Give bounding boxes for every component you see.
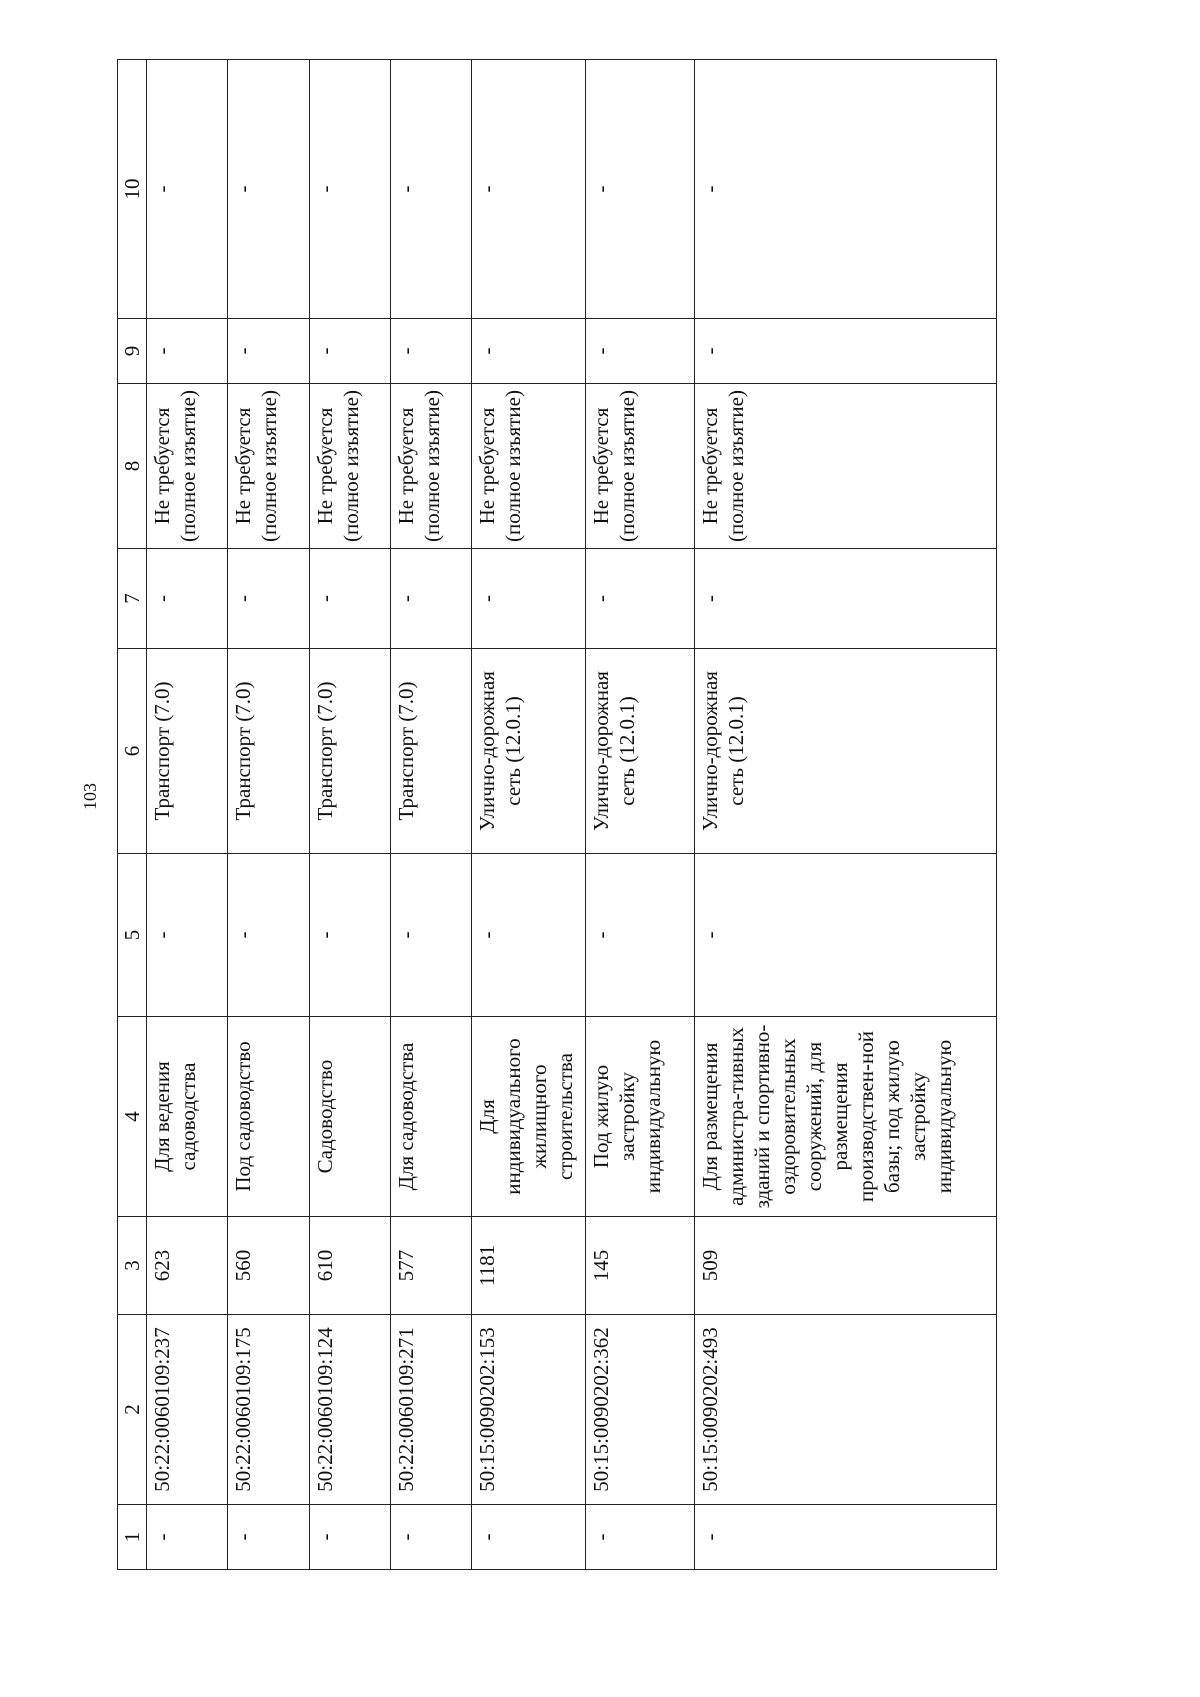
table-cell-col-6: Транспорт (7.0) xyxy=(228,649,309,854)
table-cell-col-8: Не требуется (полное изъятие) xyxy=(586,384,694,549)
table-cell-col-7: - xyxy=(147,549,228,649)
table-row xyxy=(391,60,472,1570)
table-cell-col-7: - xyxy=(694,549,997,649)
table-cell-col-6: Улично-дорожная сеть (12.0.1) xyxy=(472,649,586,854)
column-header-2: 2 xyxy=(118,1315,147,1505)
rotated-table-wrapper xyxy=(117,60,997,1570)
table-cell-col-2: 50:22:0060109:271 xyxy=(391,1315,472,1505)
table-cell-col-5: - xyxy=(472,854,586,1017)
table-cell-col-5: - xyxy=(586,854,694,1017)
table-cell-col-3: 145 xyxy=(586,1217,694,1315)
table-cell-col-10: - xyxy=(586,60,694,319)
table-cell-col-1: - xyxy=(228,1505,309,1570)
table-cell-col-6: Улично-дорожная сеть (12.0.1) xyxy=(586,649,694,854)
column-header-4: 4 xyxy=(118,1017,147,1217)
table-cell-col-6: Транспорт (7.0) xyxy=(391,649,472,854)
column-header-9: 9 xyxy=(118,319,147,384)
table-cell-col-1: - xyxy=(391,1505,472,1570)
table-cell-col-5: - xyxy=(694,854,997,1017)
table-cell-col-6: Улично-дорожная сеть (12.0.1) xyxy=(694,649,997,854)
land-plots-table xyxy=(117,59,997,1570)
table-row xyxy=(586,60,694,1570)
table-cell-col-9: - xyxy=(586,319,694,384)
table-cell-col-3: 560 xyxy=(228,1217,309,1315)
table-cell-col-9: - xyxy=(472,319,586,384)
table-row xyxy=(309,60,390,1570)
table-cell-col-1: - xyxy=(472,1505,586,1570)
table-cell-col-8: Не требуется (полное изъятие) xyxy=(391,384,472,549)
table-cell-col-5: - xyxy=(391,854,472,1017)
table-cell-col-10: - xyxy=(694,60,997,319)
table-row xyxy=(472,60,586,1570)
column-header-3: 3 xyxy=(118,1217,147,1315)
table-cell-col-9: - xyxy=(309,319,390,384)
table-cell-col-10: - xyxy=(309,60,390,319)
table-body xyxy=(147,60,997,1570)
table-cell-col-1: - xyxy=(309,1505,390,1570)
table-cell-col-3: 509 xyxy=(694,1217,997,1315)
table-cell-col-3: 577 xyxy=(391,1217,472,1315)
table-cell-col-1: - xyxy=(147,1505,228,1570)
table-cell-col-7: - xyxy=(309,549,390,649)
table-cell-col-6: Транспорт (7.0) xyxy=(147,649,228,854)
table-cell-col-7: - xyxy=(586,549,694,649)
table-cell-col-10: - xyxy=(391,60,472,319)
table-cell-col-10: - xyxy=(472,60,586,319)
table-row xyxy=(694,60,997,1570)
table-cell-col-4: Для индивидуального жилищного строительства xyxy=(472,1017,586,1217)
column-header-7: 7 xyxy=(118,549,147,649)
table-cell-col-7: - xyxy=(472,549,586,649)
page-number: 103 xyxy=(80,783,100,810)
table-cell-col-2: 50:22:0060109:124 xyxy=(309,1315,390,1505)
table-cell-col-9: - xyxy=(147,319,228,384)
header-row xyxy=(118,60,147,1570)
table-cell-col-9: - xyxy=(694,319,997,384)
table-cell-col-9: - xyxy=(228,319,309,384)
table-cell-col-5: - xyxy=(309,854,390,1017)
table-cell-col-1: - xyxy=(694,1505,997,1570)
table-cell-col-3: 1181 xyxy=(472,1217,586,1315)
table-cell-col-8: Не требуется (полное изъятие) xyxy=(472,384,586,549)
table-cell-col-4: Для размещения администра-тивных зданий и спортивно-оздоровительных сооружений, для размещения производствен-ной базы; под жилую застройку индивидуальную xyxy=(694,1017,997,1217)
table-cell-col-7: - xyxy=(391,549,472,649)
table-cell-col-6: Транспорт (7.0) xyxy=(309,649,390,854)
table-cell-col-1: - xyxy=(586,1505,694,1570)
table-cell-col-5: - xyxy=(147,854,228,1017)
table-row xyxy=(228,60,309,1570)
table-cell-col-7: - xyxy=(228,549,309,649)
column-header-10: 10 xyxy=(118,60,147,319)
table-row xyxy=(147,60,228,1570)
table-cell-col-8: Не требуется (полное изъятие) xyxy=(147,384,228,549)
table-cell-col-8: Не требуется (полное изъятие) xyxy=(228,384,309,549)
column-header-8: 8 xyxy=(118,384,147,549)
column-header-5: 5 xyxy=(118,854,147,1017)
table-cell-col-2: 50:15:0090202:493 xyxy=(694,1315,997,1505)
table-cell-col-8: Не требуется (полное изъятие) xyxy=(309,384,390,549)
table-cell-col-3: 623 xyxy=(147,1217,228,1315)
table-cell-col-4: Под садоводство xyxy=(228,1017,309,1217)
table-cell-col-4: Садоводство xyxy=(309,1017,390,1217)
table-cell-col-3: 610 xyxy=(309,1217,390,1315)
table-cell-col-5: - xyxy=(228,854,309,1017)
table-cell-col-10: - xyxy=(147,60,228,319)
table-cell-col-9: - xyxy=(391,319,472,384)
table-cell-col-2: 50:22:0060109:175 xyxy=(228,1315,309,1505)
table-cell-col-2: 50:22:0060109:237 xyxy=(147,1315,228,1505)
column-header-1: 1 xyxy=(118,1505,147,1570)
table-cell-col-4: Под жилую застройку индивидуальную xyxy=(586,1017,694,1217)
table-cell-col-8: Не требуется (полное изъятие) xyxy=(694,384,997,549)
table-cell-col-4: Для садоводства xyxy=(391,1017,472,1217)
table-cell-col-10: - xyxy=(228,60,309,319)
table-cell-col-2: 50:15:0090202:153 xyxy=(472,1315,586,1505)
column-header-6: 6 xyxy=(118,649,147,854)
table-cell-col-4: Для ведения садоводства xyxy=(147,1017,228,1217)
table-cell-col-2: 50:15:0090202:362 xyxy=(586,1315,694,1505)
